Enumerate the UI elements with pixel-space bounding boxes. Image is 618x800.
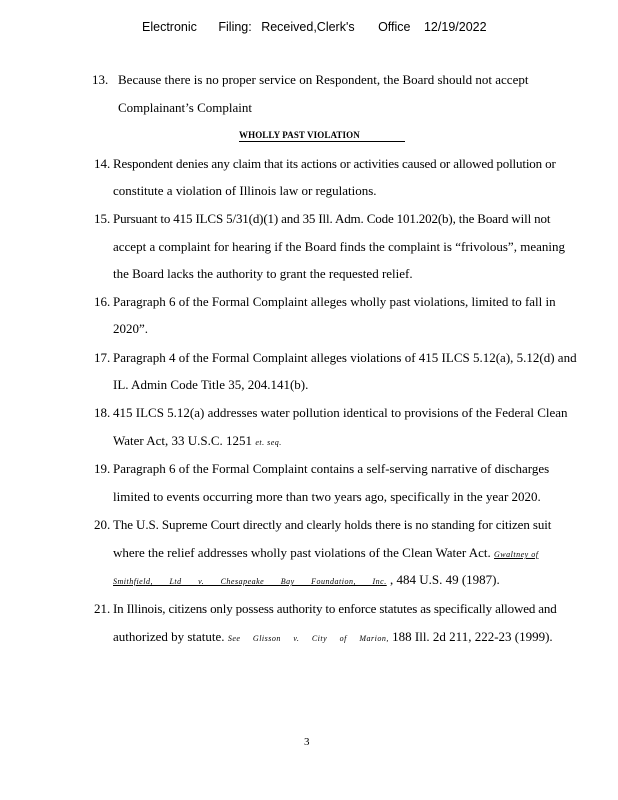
paragraph-line: [113, 572, 500, 588]
paragraph-line: Respondent denies any claim that its actions or activities caused or allowed pollution or: [113, 156, 556, 171]
paragraph-number: 14.: [94, 156, 111, 171]
paragraph-line: The U.S. Supreme Court directly and clearly holds there is no standing for citizen suit: [113, 517, 552, 532]
paragraph-line: constitute a violation of Illinois law or regulations.: [113, 183, 377, 198]
paragraph-line: limited to events occurring more than two years ago, specifically in the year 2020.: [113, 489, 541, 504]
paragraph-line: the Board lacks the authority to grant the requested relief.: [113, 266, 413, 281]
paragraph-line: accept a complaint for hearing if the Board finds the complaint is “frivolous”, meaning: [113, 239, 565, 254]
paragraph-line: 415 ILCS 5.12(a) addresses water pollution identical to provisions of the Federal Clean: [113, 405, 568, 420]
paragraph-line-text: Water Act, 33 U.S.C. 1251: [113, 433, 253, 448]
glisson-citation: See Glisson v. City of Marion,: [227, 634, 389, 643]
paragraph-number: 21.: [94, 601, 111, 616]
section-title: WHOLLY PAST VIOLATION: [239, 130, 360, 140]
paragraph-number: 15.: [94, 211, 111, 226]
paragraph-number: 17.: [94, 350, 111, 365]
paragraph-number: 16.: [94, 294, 111, 309]
smithfield-citation: Smithfield, Ltd v. Chesapeake Bay Foundation, Inc.: [113, 577, 387, 586]
paragraph-line: Complainant’s Complaint: [118, 100, 252, 115]
paragraph-line: In Illinois, citizens only possess authority to enforce statutes as specifically allowed and: [113, 601, 557, 616]
paragraph-line: [113, 545, 538, 561]
paragraph-line: IL. Admin Code Title 35, 204.141(b).: [113, 377, 309, 392]
paragraph-number: 20.: [94, 517, 111, 532]
paragraph-line-text: authorized by statute.: [113, 629, 225, 644]
paragraph-line: [113, 433, 282, 449]
paragraph-number: 18.: [94, 405, 111, 420]
paragraph-line: Paragraph 6 of the Formal Complaint contains a self-serving narrative of discharges: [113, 461, 550, 476]
header-date: 12/19/2022: [423, 20, 487, 34]
header-filing: Filing:: [218, 20, 252, 34]
paragraph-number: 13.: [92, 72, 109, 87]
section-title-underline: [239, 141, 405, 142]
paragraph-line: [113, 629, 553, 645]
paragraph-line: Paragraph 6 of the Formal Complaint alleges wholly past violations, limited to fall in: [113, 294, 556, 309]
paragraph-line: Paragraph 4 of the Formal Complaint alleges violations of 415 ILCS 5.12(a), 5.12(d) and: [113, 350, 577, 365]
header-received: Received,Clerk's: [261, 20, 355, 34]
paragraph-line: Pursuant to 415 ILCS 5/31(d)(1) and 35 Ill. Adm. Code 101.202(b), the Board will not: [113, 211, 551, 226]
et-seq-citation: et. seq.: [255, 438, 282, 447]
filing-header: [142, 20, 487, 34]
paragraph-line: 2020”.: [113, 321, 149, 336]
page-number: 3: [304, 736, 310, 748]
citation-reporter: 188 Ill. 2d 211, 222-23 (1999).: [392, 629, 553, 644]
header-office: Office: [378, 20, 411, 34]
paragraph-line-text: where the relief addresses wholly past violations of the Clean Water Act.: [113, 545, 491, 560]
header-electronic: Electronic: [142, 20, 197, 34]
paragraph-number: 19.: [94, 461, 111, 476]
citation-reporter: , 484 U.S. 49 (1987).: [389, 572, 500, 587]
paragraph-line: Because there is no proper service on Respondent, the Board should not accept: [118, 72, 529, 87]
gwaltney-citation: Gwaltney of: [494, 550, 539, 559]
